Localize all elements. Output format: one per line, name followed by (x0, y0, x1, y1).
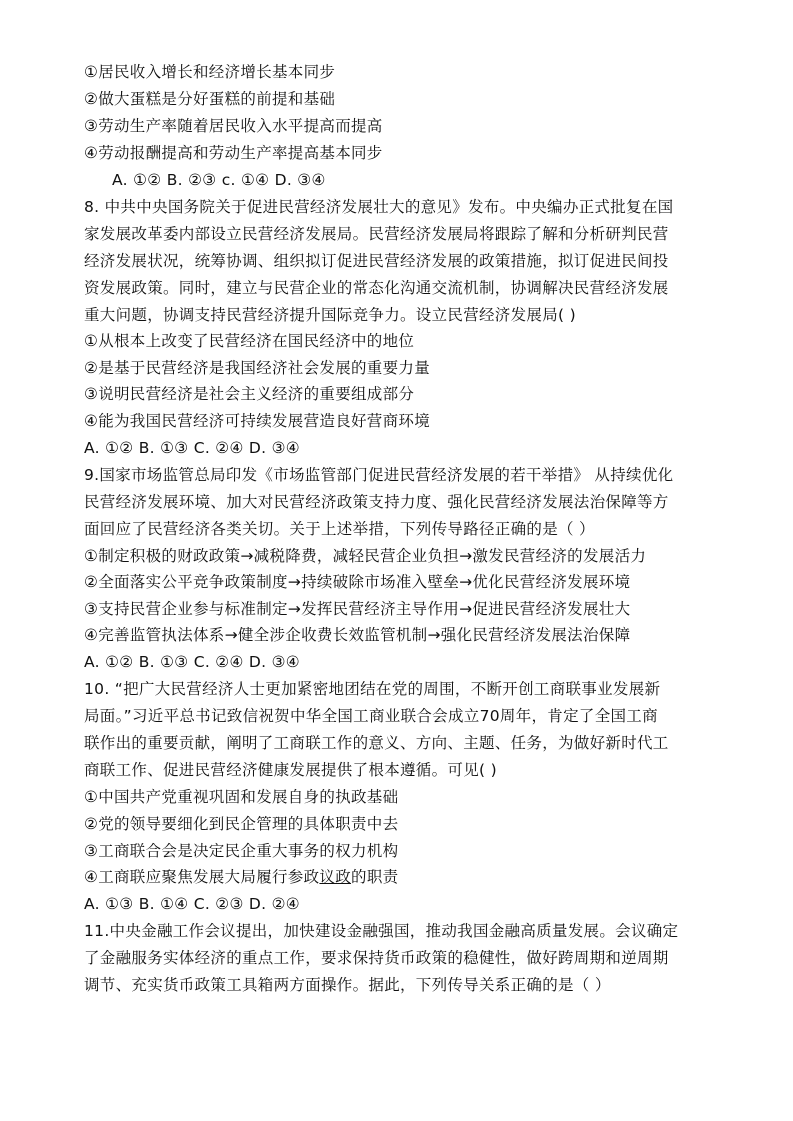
q7-option-3: ③劳动生产率随着居民收入水平提高而提高 (84, 117, 383, 135)
q8-stem-line: 经济发展状况，统筹协调、组织拟订促进民营经济发展的政策措施，拟订促进民间投 (84, 252, 669, 270)
q8-answer-choices: A. ①② B. ①③ C. ②④ D. ③④ (84, 439, 300, 457)
q9-option-3: ③支持民营企业参与标准制定→发挥民营经济主导作用→促进民营经济发展壮大 (84, 600, 631, 618)
q10-option-2: ②党的领导要细化到民企管理的具体职责中去 (84, 815, 399, 833)
q7-option-2: ②做大蛋糕是分好蛋糕的前提和基础 (84, 90, 336, 108)
q7-option-4: ④劳动报酬提高和劳动生产率提高基本同步 (84, 144, 383, 162)
q10-stem-line: 联作出的重要贡献，阐明了工商联工作的意义、方向、主题、任务，为做好新时代工 (84, 734, 669, 752)
q7-option-1: ①居民收入增长和经济增长基本同步 (84, 63, 336, 81)
q10-stem-line: 商联工作、促进民营经济健康发展提供了根本遵循。可见( ) (84, 761, 497, 779)
q10-option-4-suffix: 的职责 (351, 868, 399, 886)
q8-option-2: ②是基于民营经济是我国经济社会发展的重要力量 (84, 359, 430, 377)
q9-stem-line: 民营经济发展环境、加大对民营经济政策支持力度、强化民营经济发展法治保障等方 (84, 493, 669, 511)
q10-stem-line: 局面。”习近平总书记致信祝贺中华全国工商业联合会成立70周年，肯定了全国工商 (84, 707, 658, 725)
q8-stem-line: 重大问题，协调支持民营经济提升国际竞争力。设立民营经济发展局( ) (84, 306, 576, 324)
q10-option-4-underlined: 议政 (319, 868, 352, 886)
q10-option-3: ③工商联合会是决定民企重大事务的权力机构 (84, 842, 399, 860)
q10-option-1: ①中国共产党重视巩固和发展自身的执政基础 (84, 788, 399, 806)
q8-option-1: ①从根本上改变了民营经济在国民经济中的地位 (84, 332, 415, 350)
q11-stem-line: 了金融服务实体经济的重点工作，要求保持货币政策的稳健性，做好跨周期和逆周期 (84, 949, 669, 967)
q9-answer-choices: A. ①② B. ①③ C. ②④ D. ③④ (84, 653, 300, 671)
q10-stem-line: 10. “把广大民营经济人士更加紧密地团结在党的周围，不断开创工商联事业发展新 (84, 680, 661, 698)
q11-stem-line: 11.中央金融工作会议提出，加快建设金融强国，推动我国金融高质量发展。会议确定 (84, 922, 679, 940)
q8-option-3: ③说明民营经济是社会主义经济的重要组成部分 (84, 385, 415, 403)
q10-option-4-text: ④工商联应聚焦发展大局履行参政 (84, 868, 320, 886)
q8-option-4: ④能为我国民营经济可持续发展营造良好营商环境 (84, 412, 430, 430)
q8-stem-line: 资发展政策。同时，建立与民营企业的常态化沟通交流机制，协调解决民营经济发展 (84, 279, 669, 297)
q9-option-4: ④完善监管执法体系→健全涉企收费长效监管机制→强化民营经济发展法治保障 (84, 626, 631, 644)
q7-answer-choices: A. ①② B. ②③ c. ①④ D. ③④ (112, 171, 326, 189)
q9-stem-line: 9.国家市场监管总局印发《市场监管部门促进民营经济发展的若干举措》 从持续优化 (84, 466, 674, 484)
q9-option-2: ②全面落实公平竞争政策制度→持续破除市场准入壁垒→优化民营经济发展环境 (84, 573, 631, 591)
q8-stem-line: 家发展改革委内部设立民营经济发展局。民营经济发展局将跟踪了解和分析研判民营 (84, 225, 669, 243)
q9-option-1: ①制定积极的财政政策→减税降费，减轻民营企业负担→激发民营经济的发展活力 (84, 547, 647, 565)
q8-stem-line: 8. 中共中央国务院关于促进民营经济发展壮大的意见》发布。中央编办正式批复在国 (84, 198, 674, 216)
q9-stem-line: 面回应了民营经济各类关切。关于上述举措，下列传导路径正确的是（ ） (84, 520, 595, 538)
q10-answer-choices: A. ①③ B. ①④ C. ②③ D. ②④ (84, 895, 300, 913)
q10-option-4 (84, 867, 724, 887)
q11-stem-line: 调节、充实货币政策工具箱两方面操作。据此，下列传导关系正确的是（ ） (84, 976, 611, 994)
